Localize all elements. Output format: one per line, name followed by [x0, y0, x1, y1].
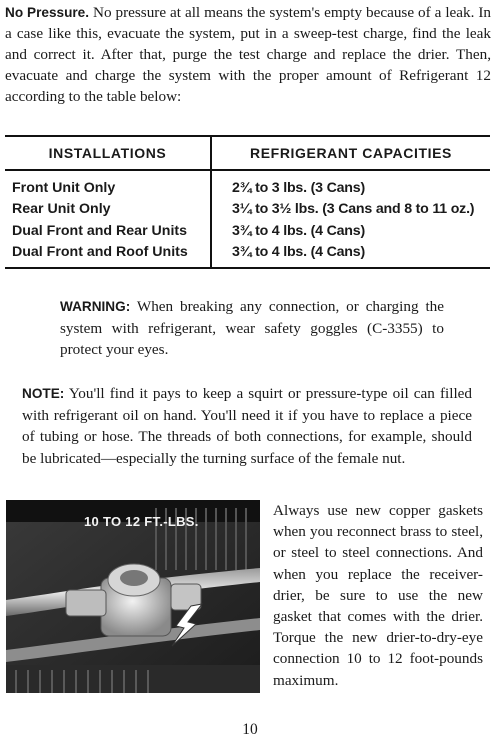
refrigerant-capacity-table	[5, 135, 490, 269]
intro-paragraph	[5, 2, 491, 107]
fitting-photo	[6, 500, 260, 693]
capacities-header: REFRIGERANT CAPACITIES	[211, 136, 490, 170]
installation-cell: Rear Unit Only	[5, 199, 211, 221]
note-text: You'll find it pays to keep a squirt or pressure-type oil can filled with refrigerant oil on hand. You'll need it if you have to replace a piece of tubing or hose. The threads of both connections, for example, should be lubricated—especially the turning surface of the female nut.	[22, 385, 473, 467]
warning-paragraph	[60, 296, 444, 361]
gasket-paragraph: Always use new copper gaskets when you reconnect brass to steel, or steel to steel connections. And when you replace the receiver-drier, be sure to use the new gasket that comes with the drier. Torque the new drier-to-dry-eye connection 10 to 12 foot-pounds maximum.	[273, 502, 483, 689]
capacity-cell: 2¾ to 3 lbs. (3 Cans)	[232, 179, 365, 196]
table-header-row	[5, 136, 490, 170]
capacity-cell: 3¾ to 4 lbs. (4 Cans)	[232, 222, 365, 239]
table-row	[5, 242, 490, 269]
capacity-cell: 3¾ to 4 lbs. (4 Cans)	[211, 242, 490, 269]
table-row	[5, 170, 490, 199]
warning-label: WARNING:	[60, 299, 131, 314]
note-paragraph	[22, 383, 472, 469]
installation-cell: Dual Front and Rear Units	[5, 220, 211, 242]
capacity-cell: 3¼ to 3½ lbs. (3 Cans and 8 to 11 oz.)	[232, 201, 475, 218]
warning-text: When breaking any connection, or charging the system with refrigerant, wear safety goggles (C-3355) to protect your eyes.	[60, 298, 444, 358]
table-row	[5, 199, 490, 221]
installation-cell: Dual Front and Roof Units	[5, 242, 211, 269]
note-label: NOTE:	[22, 386, 65, 401]
intro-lead: No Pressure.	[5, 5, 90, 20]
page-number: 10	[242, 721, 258, 738]
table-row	[5, 220, 490, 242]
intro-text: No pressure at all means the system's empty because of a leak. In a case like this, evacuate the system, put in a sweep-test charge, find the leak and correct it. After that, purge the test charge and replace the drier. Then, evacuate and charge the system with the proper amount of Refrigerant 12 according to the table below:	[5, 4, 492, 105]
installations-header: INSTALLATIONS	[5, 136, 211, 170]
torque-label: 10 TO 12 FT.-LBS.	[84, 514, 199, 529]
installation-cell: Front Unit Only	[5, 170, 211, 199]
